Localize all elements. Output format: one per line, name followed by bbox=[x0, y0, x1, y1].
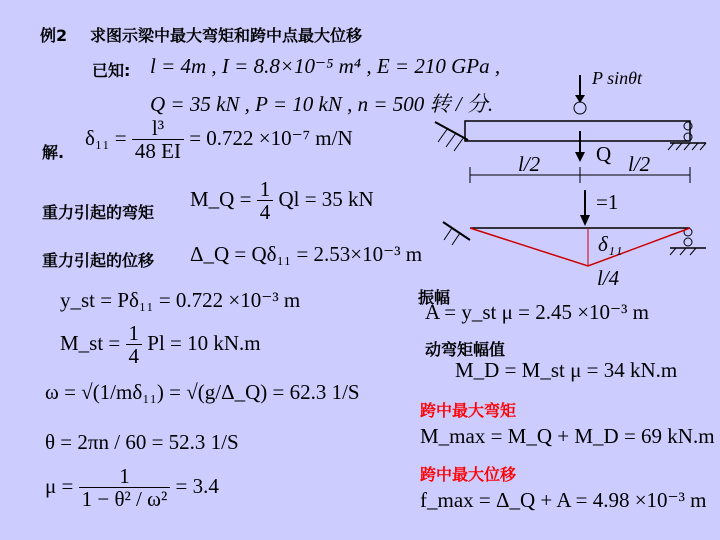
mu-lhs: μ = bbox=[45, 473, 74, 498]
delta11-label: δ₁₁ bbox=[598, 232, 623, 256]
mu-denominator: 1 − θ² / ω² bbox=[81, 487, 168, 512]
quarter-label: l/4 bbox=[597, 266, 620, 290]
deflection-shape bbox=[470, 228, 690, 266]
dynamic-moment-label: 动弯矩幅值 bbox=[425, 340, 506, 359]
dq-equation: Δ_Q = Qδ₁₁ = 2.53×10⁻³ m bbox=[190, 242, 423, 266]
lower-right-roller-support bbox=[670, 228, 706, 255]
unit-load-arrow-head bbox=[580, 215, 590, 226]
page-title: 求图示梁中最大弯矩和跨中点最大位移 bbox=[90, 26, 363, 45]
mst-denominator: 4 bbox=[128, 344, 140, 369]
beam bbox=[465, 121, 690, 141]
load-label: P sinθt bbox=[592, 68, 643, 88]
right-half-label: l/2 bbox=[628, 152, 651, 176]
mst-lhs: M_st = bbox=[60, 330, 121, 355]
delta11-denominator: 48 EI bbox=[134, 139, 181, 164]
theta-equation: θ = 2πn / 60 = 52.3 1/S bbox=[45, 430, 239, 454]
given-label: 已知: bbox=[92, 61, 131, 80]
amplitude-label: 振幅 bbox=[418, 288, 451, 307]
mq-rhs: Ql = 35 kN bbox=[278, 186, 374, 211]
mst-numerator: 1 bbox=[126, 322, 143, 345]
amplitude-equation: A = y_st μ = 2.45 ×10⁻³ m bbox=[425, 300, 650, 324]
given-line1: l = 4m , I = 8.8×10⁻⁵ m⁴ , E = 210 GPa , bbox=[150, 54, 501, 78]
max-moment-label: 跨中最大弯矩 bbox=[420, 401, 517, 420]
mass-node bbox=[574, 75, 586, 114]
mu-numerator: 1 bbox=[79, 465, 171, 488]
mq-denominator: 4 bbox=[259, 200, 271, 225]
max-moment-equation: M_max = M_Q + M_D = 69 kN.m bbox=[420, 424, 715, 448]
delta11-numerator: l³ bbox=[132, 117, 184, 140]
dynamic-moment-equation: M_D = M_st μ = 34 kN.m bbox=[455, 358, 678, 382]
mq-lhs: M_Q = bbox=[190, 186, 252, 211]
unit-load-label: =1 bbox=[596, 190, 619, 214]
gravity-arrow-head bbox=[575, 152, 585, 162]
max-displacement-label: 跨中最大位移 bbox=[420, 465, 517, 484]
delta11-lhs: δ₁₁ = bbox=[85, 125, 127, 150]
omega-equation: ω = √(1/mδ₁₁) = √(g/Δ_Q) = 62.3 1/S bbox=[45, 380, 360, 404]
mst-rhs: Pl = 10 kN.m bbox=[147, 330, 261, 355]
max-displacement-equation: f_max = Δ_Q + A = 4.98 ×10⁻³ m bbox=[420, 488, 707, 512]
delta11-value: = 0.722 ×10⁻⁷ m/N bbox=[189, 125, 353, 150]
mq-numerator: 1 bbox=[257, 178, 274, 201]
given-line2: Q = 35 kN , P = 10 kN , n = 500 转 / 分. bbox=[150, 92, 494, 116]
left-half-label: l/2 bbox=[518, 152, 541, 176]
lower-left-fixed-support bbox=[443, 222, 470, 245]
solution-label: 解. bbox=[42, 143, 65, 162]
right-roller-support bbox=[668, 122, 706, 150]
dq-label: 重力引起的位移 bbox=[42, 251, 155, 270]
yst-equation: y_st = Pδ₁₁ = 0.722 ×10⁻³ m bbox=[60, 288, 301, 312]
mu-value: = 3.4 bbox=[175, 473, 219, 498]
left-fixed-support bbox=[435, 122, 468, 151]
example-number: 例2 bbox=[40, 26, 68, 45]
q-label: Q bbox=[596, 142, 612, 166]
mq-label: 重力引起的弯矩 bbox=[42, 203, 155, 222]
